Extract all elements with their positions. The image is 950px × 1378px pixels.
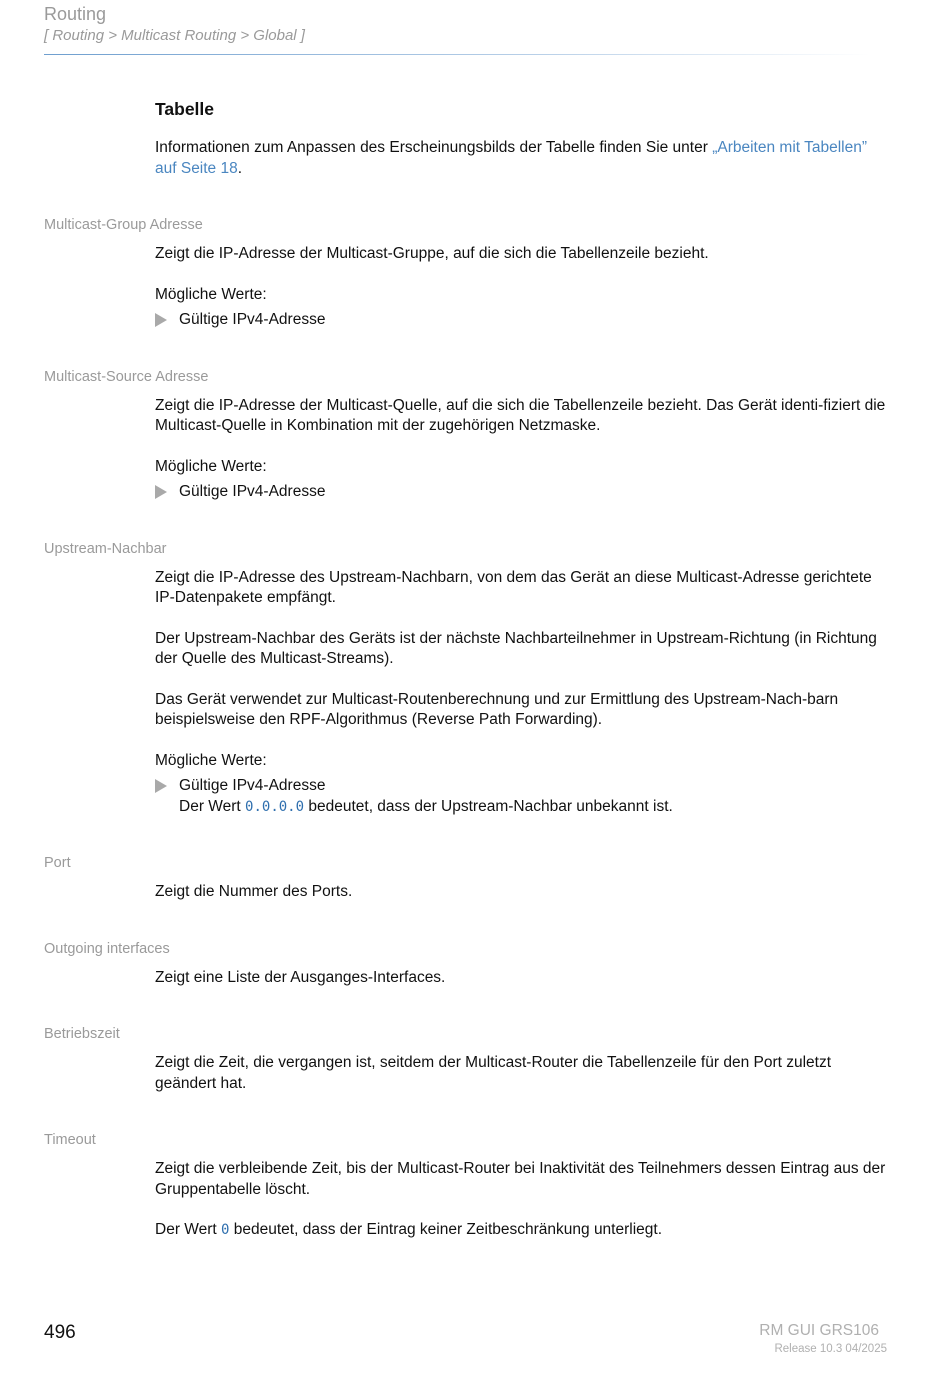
field-label-port: Port bbox=[44, 855, 71, 871]
field-description-3: Das Gerät verwendet zur Multicast-Routenberechnung und zur Ermittlung des Upstream-Nach-barn beispielsweise den RPF-Algorithmus (Reverse Path Forwarding). bbox=[155, 690, 839, 728]
note-text: Der Wert bbox=[179, 797, 246, 815]
header-title: Routing bbox=[44, 4, 107, 24]
field-label-outgoing-interfaces: Outgoing interfaces bbox=[44, 940, 170, 957]
release-info: Release 10.3 04/2025 bbox=[774, 1343, 887, 1355]
bullet-triangle-icon bbox=[155, 779, 167, 793]
table-help-link[interactable]: „Arbeiten mit Tabellen” auf Seite 18 bbox=[155, 139, 867, 177]
field-body-outgoing-interfaces bbox=[155, 968, 890, 989]
field-description: Zeigt die IP-Adresse des Upstream-Nachbarn, von dem das Gerät an diese Multicast-Adresse gerichtete IP-Datenpakete empfängt. bbox=[155, 568, 872, 606]
value-text: Gültige IPv4-Adresse bbox=[179, 777, 326, 794]
field-label-upstream-neighbor: Upstream-Nachbar bbox=[44, 540, 167, 557]
value-item bbox=[155, 310, 890, 331]
field-body-multicast-group bbox=[155, 244, 890, 331]
breadcrumb: [ Routing > Multicast Routing > Global ] bbox=[44, 27, 305, 44]
document-name: RM GUI GRS106 bbox=[759, 1322, 879, 1339]
field-description: Zeigt die verbleibende Zeit, bis der Multicast-Router bei Inaktivität des Teilnehmers dessen Eintrag aus der Gruppentabelle löscht. bbox=[155, 1160, 886, 1198]
value-text: Gültige IPv4-Adresse bbox=[179, 311, 326, 328]
field-label-uptime: Betriebszeit bbox=[44, 1026, 120, 1042]
value-item bbox=[155, 776, 890, 817]
field-description: Zeigt die IP-Adresse der Multicast-Quelle, auf die sich die Tabellenzeile bezieht. Das Gerät identi-fiziert die Multicast-Quelle in Kombination mit der zugehörigen Netzmaske. bbox=[155, 396, 886, 434]
possible-values-label: Mögliche Werte: bbox=[155, 285, 267, 303]
value-note bbox=[179, 797, 673, 818]
field-body-uptime bbox=[155, 1053, 890, 1094]
note-text-end: bedeutet, dass der Eintrag keiner Zeitbeschränkung unterliegt. bbox=[229, 1221, 663, 1238]
field-body-multicast-source bbox=[155, 396, 890, 503]
field-description: Zeigt die IP-Adresse der Multicast-Gruppe, auf die sich die Tabellenzeile bezieht. bbox=[155, 245, 709, 262]
field-description: Zeigt eine Liste der Ausganges-Interfaces. bbox=[155, 968, 446, 986]
code-value: 0 bbox=[221, 1222, 230, 1238]
intro-paragraph bbox=[155, 138, 890, 179]
value-item bbox=[155, 482, 890, 503]
bullet-triangle-icon bbox=[155, 313, 167, 327]
field-body-port bbox=[155, 882, 890, 903]
field-body-timeout bbox=[155, 1159, 890, 1241]
intro-text: Informationen zum Anpassen des Erscheinungsbilds der Tabelle finden Sie unter bbox=[155, 139, 713, 156]
possible-values-label: Mögliche Werte: bbox=[155, 457, 267, 475]
note-text-end: bedeutet, dass der Upstream-Nachbar unbekannt ist. bbox=[304, 797, 673, 815]
intro-end: . bbox=[237, 159, 243, 177]
field-label-multicast-group: Multicast-Group Adresse bbox=[44, 217, 203, 233]
note-text: Der Wert bbox=[155, 1221, 222, 1238]
field-outgoing-interfaces bbox=[0, 939, 950, 989]
field-multicast-group bbox=[0, 215, 950, 331]
field-uptime bbox=[0, 1024, 950, 1094]
field-multicast-source bbox=[0, 367, 950, 503]
field-label-multicast-source: Multicast-Source Adresse bbox=[44, 368, 209, 385]
possible-values-label: Mögliche Werte: bbox=[155, 751, 267, 769]
section-title: Tabelle bbox=[155, 99, 215, 119]
value-note bbox=[155, 1220, 890, 1241]
field-label-timeout: Timeout bbox=[44, 1132, 96, 1148]
field-description-2: Der Upstream-Nachbar des Geräts ist der nächste Nachbarteilnehmer in Upstream-Richtung (in Richtung der Quelle des Multicast-Streams). bbox=[155, 629, 877, 667]
code-value: 0.0.0.0 bbox=[245, 798, 305, 815]
field-body-upstream-neighbor bbox=[155, 568, 890, 818]
value-text: Gültige IPv4-Adresse bbox=[179, 483, 326, 500]
bullet-triangle-icon bbox=[155, 485, 167, 499]
main-content bbox=[0, 97, 950, 1241]
field-description: Zeigt die Zeit, die vergangen ist, seitdem der Multicast-Router die Tabellenzeile für den Port zuletzt geändert hat. bbox=[155, 1054, 832, 1092]
page-header bbox=[44, 3, 884, 46]
field-port bbox=[0, 853, 950, 903]
header-divider bbox=[44, 54, 870, 55]
field-upstream-neighbor bbox=[0, 539, 950, 818]
field-description: Zeigt die Nummer des Ports. bbox=[155, 883, 353, 900]
field-timeout bbox=[0, 1130, 950, 1241]
page-number: 496 bbox=[44, 1322, 76, 1343]
